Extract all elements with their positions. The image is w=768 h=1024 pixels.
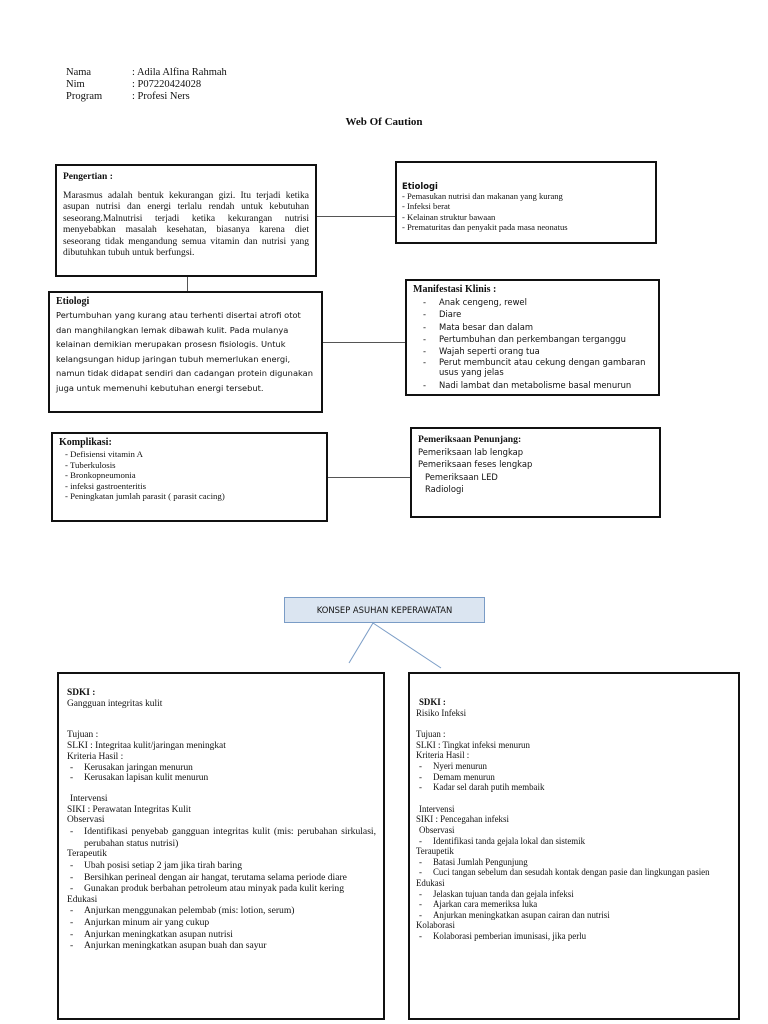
sdki-right-observasi-list bbox=[416, 836, 730, 847]
list-item: - Kolaborasi pemberian imunisasi, jika perlu bbox=[419, 930, 587, 941]
header-value: : P07220424028 bbox=[132, 79, 202, 90]
list-item: - Tuberkulosis bbox=[65, 459, 116, 470]
list-item: - Mata besar dan dalam bbox=[423, 321, 533, 332]
list-item: - Diare bbox=[423, 309, 462, 320]
sdki-right-kolaborasi-list bbox=[416, 931, 730, 942]
sdki-left-terapeutik: Terapeutik bbox=[67, 849, 107, 860]
header-value: : Profesi Ners bbox=[132, 91, 190, 102]
list-item: - Anjurkan minum air yang cukup bbox=[70, 917, 210, 928]
sdki-left-heading: SDKI : bbox=[67, 688, 96, 698]
etiologi-right-item: - Prematuritas dan penyakit pada masa neonatus bbox=[402, 221, 568, 232]
sdki-right-kolaborasi: Kolaborasi bbox=[416, 920, 455, 931]
list-item: - Nyeri menurun bbox=[419, 760, 487, 771]
list-item: - Perut membuncit atau cekung dengan gambaran usus yang jelas bbox=[423, 357, 646, 378]
sdki-right-intervensi: Intervensi bbox=[419, 803, 455, 814]
pengertian-text: Marasmus adalah bentuk kekurangan gizi. Itu terjadi ketika asupan nutrisi dan energi terlalu rendah untuk kebutuhan seseorang.Malnutrisi terjadi ketika kekurangan nutrisi menyebabkan masalah kesehatan, biasanya karena diet seseorang tidak mengandung semua vitamin dan nutrisi yang dibutuhkan tubuh untuk berfungsi. bbox=[63, 190, 309, 258]
list-item: - Anjurkan meningkatkan asupan buah dan sayur bbox=[70, 940, 267, 952]
list-item: - Identifikasi penyebab gangguan integritas kulit (mis: perubahan sirkulasi, perubahan status nutrisi) bbox=[70, 826, 376, 849]
etiologi-right-item: - Kelainan struktur bawaan bbox=[402, 211, 496, 222]
list-item: - Kerusakan lapisan kulit menurun bbox=[70, 773, 209, 784]
sdki-left-edukasi-list bbox=[67, 905, 376, 951]
list-item: Pemeriksaan lab lengkap bbox=[418, 447, 524, 457]
konsep-label: KONSEP ASUHAN KEPERAWATAN bbox=[316, 605, 453, 615]
sdki-left-tujuan: Tujuan : bbox=[67, 730, 99, 741]
sdki-left-kriteria: Kriteria Hasil : bbox=[67, 751, 124, 762]
header-label: Nim bbox=[66, 79, 85, 90]
pengertian-heading: Pengertian : bbox=[63, 172, 113, 182]
sdki-left-terapeutik-list bbox=[67, 860, 376, 895]
list-item: - Peningkatan jumlah parasit ( parasit cacing) bbox=[65, 491, 225, 502]
list-item: Pemeriksaan LED bbox=[425, 471, 498, 482]
sdki-left-edukasi: Edukasi bbox=[67, 894, 98, 905]
list-item: - Batasi Jumlah Pengunjung bbox=[419, 856, 528, 867]
list-item: - Jelaskan tujuan tanda dan gejala infeksi bbox=[419, 888, 574, 899]
etiologi-right-item: - Infeksi berat bbox=[402, 201, 451, 212]
list-item: - Bronkopneumonia bbox=[65, 470, 136, 481]
header-label: Nama bbox=[66, 67, 92, 78]
etiologi-right-item: - Pemasukan nutrisi dan makanan yang kurang bbox=[402, 191, 563, 202]
list-item: - Gunakan produk berbahan petroleum atau minyak pada kulit kering bbox=[70, 883, 345, 895]
sdki-right-observasi: Observasi bbox=[419, 824, 455, 835]
list-item: - Anak cengeng, rewel bbox=[423, 297, 527, 307]
header-label: Program bbox=[66, 91, 103, 102]
sdki-right-edukasi: Edukasi bbox=[416, 877, 445, 888]
list-item: - Bersihkan perineal dengan air hangat, terutama selama periode diare bbox=[70, 871, 347, 883]
sdki-left-observasi: Observasi bbox=[67, 815, 105, 826]
list-item: Pemeriksaan feses lengkap bbox=[418, 459, 533, 470]
list-item: - Identifikasi tanda gejala lokal dan sistemik bbox=[419, 835, 586, 846]
sdki-left-kriteria-list bbox=[67, 763, 376, 784]
list-item: - Anjurkan meningkatkan asupan cairan dan nutrisi bbox=[419, 909, 610, 920]
sdki-left-observasi-list bbox=[67, 826, 376, 849]
sdki-right-heading: SDKI : bbox=[419, 697, 446, 707]
list-item: - Wajah seperti orang tua bbox=[423, 346, 540, 357]
sdki-left-slki: SLKI : Integritaa kulit/jaringan meningkat bbox=[67, 741, 226, 752]
sdki-right-box bbox=[408, 672, 740, 1020]
list-item: - Demam menurun bbox=[419, 771, 495, 782]
sdki-right-edukasi-list bbox=[416, 889, 730, 921]
sdki-right-slki: SLKI : Tingkat infeksi menurun bbox=[416, 739, 530, 750]
pemeriksaan-heading: Pemeriksaan Penunjang: bbox=[418, 434, 522, 445]
list-item: Radiologi bbox=[425, 483, 464, 494]
sdki-right-kriteria-list bbox=[416, 761, 730, 793]
list-item: - Anjurkan meningkatkan asupan nutrisi bbox=[70, 928, 233, 940]
sdki-right-terapeutik: Teraupetik bbox=[416, 846, 454, 857]
list-item: - infeksi gastroenteritis bbox=[65, 480, 147, 491]
sdki-left-siki: SIKI : Perawatan Integritas Kulit bbox=[67, 804, 191, 815]
sdki-right-siki: SIKI : Pencegahan infeksi bbox=[416, 814, 509, 825]
header-value: : Adila Alfina Rahmah bbox=[132, 67, 227, 78]
sdki-right-tujuan: Tujuan : bbox=[416, 729, 446, 740]
komplikasi-heading: Komplikasi: bbox=[59, 437, 112, 448]
sdki-left-box bbox=[57, 672, 385, 1020]
list-item: - Nadi lambat dan metabolisme basal menurun bbox=[423, 380, 632, 391]
list-item: - Defisiensi vitamin A bbox=[65, 449, 143, 459]
sdki-left-intervensi: Intervensi bbox=[70, 793, 108, 804]
list-item: - Ajarkan cara memeriksa luka bbox=[419, 899, 538, 910]
etiologi-right-heading: Etiologi bbox=[402, 181, 438, 191]
list-item: - Ubah posisi setiap 2 jam jika tirah baring bbox=[70, 859, 242, 871]
list-item: - Anjurkan menggunakan pelembab (mis: lotion, serum) bbox=[70, 905, 295, 917]
connector-konsep-left bbox=[349, 623, 373, 663]
sdki-right-kriteria: Kriteria Hasil : bbox=[416, 750, 470, 761]
etiologi-left-heading: Etiologi bbox=[56, 296, 90, 307]
connector-konsep-right bbox=[373, 623, 441, 668]
list-item: - Pertumbuhan dan perkembangan terganggu bbox=[423, 333, 626, 344]
manifestasi-heading: Manifestasi Klinis : bbox=[413, 284, 497, 295]
sdki-right-terapeutik-list bbox=[416, 857, 730, 878]
list-item: - Kadar sel darah putih membaik bbox=[419, 782, 545, 793]
etiologi-left-text: Pertumbuhan yang kurang atau terhenti disertai atrofi otot dan manghilangkan lemak dibawah kulit. Pada mulanya kelainan demikian merupakan prosesn fisiologis. Untuk kelangsungan hidup jaringan tubuh memerlukan energi, namun tidak didapat sendiri dan cadangan protein digunakan juga untuk memenuhi kebutuhan energi tersebut. bbox=[56, 310, 314, 393]
page-title: Web Of Caution bbox=[345, 116, 423, 128]
sdki-left-diagnosis: Gangguan integritas kulit bbox=[67, 698, 163, 709]
list-item: - Kerusakan jaringan menurun bbox=[70, 762, 193, 773]
sdki-right-diagnosis: Risiko Infeksi bbox=[416, 707, 467, 718]
list-item: - Cuci tangan sebelum dan sesudah kontak dengan pasie dan lingkungan pasien bbox=[419, 867, 710, 878]
